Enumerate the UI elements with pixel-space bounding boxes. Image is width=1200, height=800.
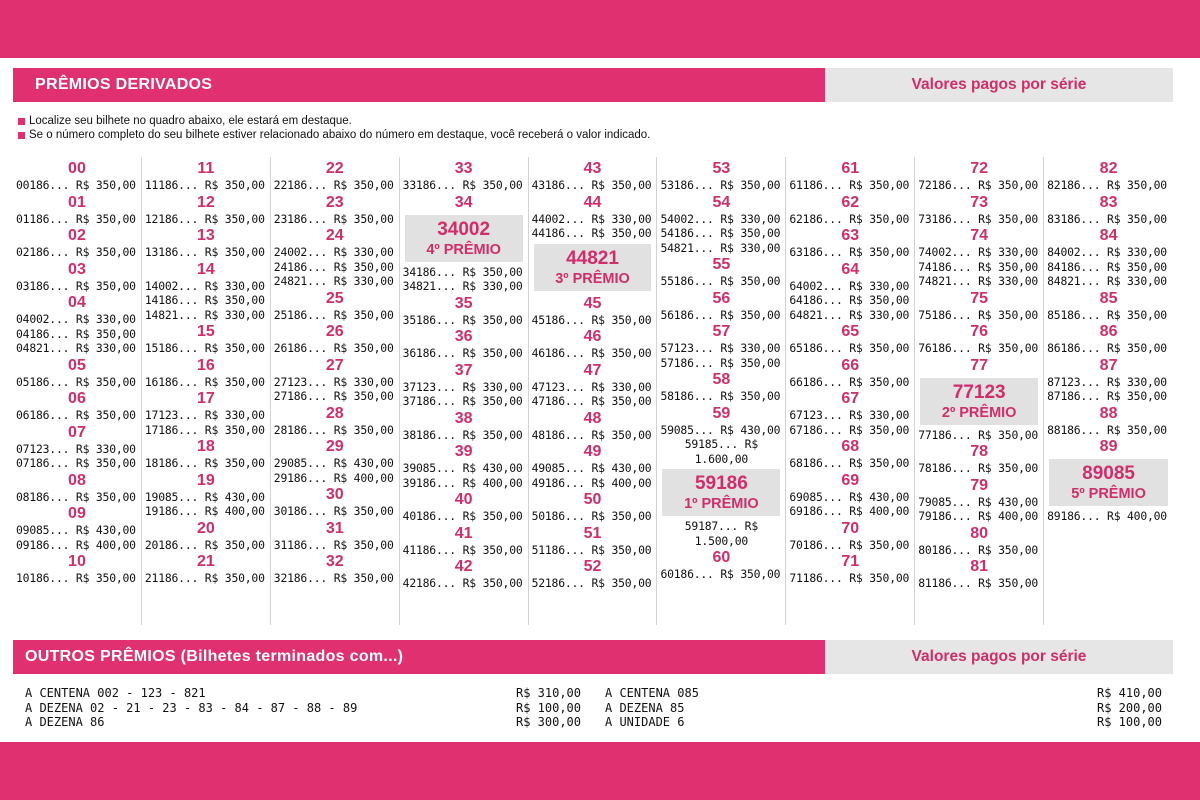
prize-entry: 74186... R$ 350,00	[918, 259, 1039, 274]
prize-entry: 81186... R$ 350,00	[918, 576, 1039, 590]
group-header: 75	[970, 289, 989, 307]
prize-entry: 29085... R$ 430,00	[273, 456, 394, 470]
group-header: 14	[196, 260, 215, 278]
prize-entry: 73186... R$ 350,00	[918, 211, 1039, 226]
prize-entry: 87123... R$ 330,00	[1047, 374, 1167, 389]
prize-entry: 44002... R$ 330,00	[531, 211, 652, 226]
other-prize-row	[25, 686, 581, 701]
prize-entry: 14821... R$ 330,00	[144, 307, 265, 322]
prize-entry: 20186... R$ 350,00	[144, 537, 265, 552]
prize-column	[271, 157, 400, 625]
group-header: 34	[454, 193, 473, 211]
prize-entry: 16186... R$ 350,00	[144, 374, 265, 389]
group-header: 87	[1099, 356, 1118, 374]
prize-entry: 62186... R$ 350,00	[789, 211, 910, 226]
prize-entry: 40186... R$ 350,00	[402, 509, 523, 523]
prize-entry: 24821... R$ 330,00	[273, 274, 394, 288]
group-header: 53	[712, 160, 731, 177]
group-header: 79	[970, 476, 989, 494]
other-prize-value: R$ 300,00	[515, 715, 581, 729]
group-header: 66	[841, 356, 860, 374]
prize-entry: 14002... R$ 330,00	[144, 278, 265, 293]
prize-entry: 45186... R$ 350,00	[531, 312, 652, 327]
other-prize-row	[25, 701, 581, 716]
group-header: 73	[970, 193, 989, 211]
prize-entry: 35186... R$ 350,00	[402, 312, 523, 327]
prize-entry: 50186... R$ 350,00	[531, 509, 652, 523]
prize-entry: 74821... R$ 330,00	[918, 274, 1039, 288]
group-header: 49	[583, 443, 602, 460]
prize-entry: 63186... R$ 350,00	[789, 245, 910, 259]
highlight-number: 77123	[952, 381, 1006, 403]
prize-entry: 10186... R$ 350,00	[16, 571, 136, 585]
prize-entry: 47123... R$ 330,00	[531, 379, 652, 394]
prize-entry: 77186... R$ 350,00	[918, 427, 1039, 442]
group-header: 62	[841, 193, 860, 211]
prize-entry: 51186... R$ 350,00	[531, 542, 652, 557]
other-prize-label: A CENTENA 085	[605, 686, 699, 700]
other-prize-value: R$ 100,00	[515, 700, 581, 715]
prize-entry: 85186... R$ 350,00	[1047, 307, 1167, 322]
highlight-box	[405, 215, 523, 262]
highlight-box	[662, 469, 780, 516]
prize-entry: 34821... R$ 330,00	[402, 279, 523, 293]
group-header: 59	[712, 404, 731, 422]
prize-entry: 66186... R$ 350,00	[789, 374, 910, 389]
prize-entry: 19085... R$ 430,00	[144, 489, 265, 504]
prize-entry: 82186... R$ 350,00	[1047, 178, 1167, 192]
prize-entry: 43186... R$ 350,00	[531, 178, 652, 192]
prize-column	[529, 157, 658, 625]
prize-entry: 17186... R$ 350,00	[144, 422, 265, 437]
prize-entry: 12186... R$ 350,00	[144, 211, 265, 226]
group-header: 71	[841, 553, 860, 570]
group-header: 20	[196, 519, 215, 537]
prize-entry: 33186... R$ 350,00	[402, 178, 523, 192]
highlight-box	[1049, 459, 1168, 506]
prize-entry: 84821... R$ 330,00	[1047, 274, 1167, 288]
prize-entry: 03186... R$ 350,00	[16, 278, 136, 293]
prize-entry: 39186... R$ 400,00	[402, 475, 523, 490]
group-header: 85	[1099, 289, 1118, 307]
group-header: 77	[970, 356, 989, 374]
group-header: 12	[196, 193, 215, 211]
prize-column	[400, 157, 529, 625]
group-header: 43	[583, 160, 602, 177]
prize-entry: 09085... R$ 430,00	[16, 523, 136, 537]
prize-entry: 04002... R$ 330,00	[16, 312, 136, 326]
prize-entry: 02186... R$ 350,00	[16, 245, 136, 259]
instruction-line	[18, 114, 650, 128]
group-header: 00	[68, 160, 86, 177]
other-prize-row	[605, 701, 1162, 716]
bullet-square-icon	[18, 132, 25, 139]
prize-rank-label: 2º PRÊMIO	[941, 404, 1017, 421]
prize-entry: 67186... R$ 350,00	[789, 422, 910, 437]
highlight-number: 34002	[437, 218, 491, 240]
group-header: 37	[454, 361, 473, 379]
group-header: 05	[68, 356, 86, 374]
derived-prizes-header	[13, 68, 1173, 102]
group-header: 48	[583, 409, 602, 427]
group-header: 30	[325, 486, 344, 503]
prize-entry: 32186... R$ 350,00	[273, 571, 394, 585]
group-header: 72	[970, 160, 989, 177]
prize-entry: 1.500,00	[694, 533, 749, 548]
highlight-number: 59186	[694, 473, 748, 494]
prize-entry: 47186... R$ 350,00	[531, 394, 652, 408]
other-prizes-left-list	[25, 686, 581, 730]
group-header: 02	[68, 227, 86, 244]
prize-entry: 18186... R$ 350,00	[144, 456, 265, 470]
prize-entry: 34186... R$ 350,00	[402, 264, 523, 279]
prize-entry: 39085... R$ 430,00	[402, 461, 523, 475]
group-header: 51	[583, 524, 602, 542]
group-header: 24	[325, 227, 344, 244]
highlight-box	[920, 378, 1038, 425]
group-header: 27	[325, 356, 344, 374]
group-header: 01	[68, 193, 86, 211]
prize-entry: 23186... R$ 350,00	[273, 211, 394, 226]
prize-entry: 14186... R$ 350,00	[144, 293, 265, 307]
group-header: 45	[583, 294, 602, 312]
prize-entry: 54002... R$ 330,00	[660, 211, 781, 226]
prize-entry: 54186... R$ 350,00	[660, 226, 781, 240]
group-header: 39	[454, 443, 473, 460]
group-header: 26	[325, 323, 344, 340]
prize-entry: 37186... R$ 350,00	[402, 394, 523, 408]
prize-entry: 27186... R$ 350,00	[273, 389, 394, 403]
group-header: 41	[454, 524, 473, 542]
prize-entry: 19186... R$ 400,00	[144, 504, 265, 518]
prize-entry: 70186... R$ 350,00	[789, 537, 910, 552]
prize-column	[1044, 157, 1173, 625]
prize-entry: 86186... R$ 350,00	[1047, 341, 1167, 355]
group-header: 06	[68, 390, 86, 407]
other-prizes-title: OUTROS PRÊMIOS (Bilhetes terminados com...)	[13, 640, 825, 674]
prize-entry: 56186... R$ 350,00	[660, 307, 781, 322]
prize-entry: 21186... R$ 350,00	[144, 571, 265, 585]
group-header: 09	[68, 505, 86, 522]
group-header: 82	[1099, 160, 1118, 177]
prize-column	[657, 157, 786, 625]
prize-rank-label: 3º PRÊMIO	[555, 270, 630, 287]
group-header: 60	[712, 549, 731, 566]
other-prize-value: R$ 100,00	[1096, 715, 1162, 729]
group-header: 40	[454, 491, 473, 508]
prize-entry: 64821... R$ 330,00	[789, 307, 910, 322]
prize-entry: 38186... R$ 350,00	[402, 427, 523, 442]
highlight-number: 89085	[1082, 463, 1135, 484]
prize-entry: 59187... R$	[684, 519, 759, 533]
highlight-number: 44821	[566, 247, 619, 269]
prize-column	[786, 157, 915, 625]
prize-entry: 83186... R$ 350,00	[1047, 211, 1167, 226]
prize-entry: 00186... R$ 350,00	[16, 178, 136, 192]
prize-entry: 84002... R$ 330,00	[1047, 245, 1167, 259]
group-header: 57	[712, 323, 731, 340]
prize-entry: 80186... R$ 350,00	[918, 542, 1039, 557]
prize-entry: 87186... R$ 350,00	[1047, 389, 1167, 403]
prize-column	[13, 157, 142, 625]
prize-entry: 72186... R$ 350,00	[918, 178, 1039, 192]
prize-entry: 49085... R$ 430,00	[531, 461, 652, 475]
prize-entry: 31186... R$ 350,00	[273, 537, 394, 552]
group-header: 80	[970, 524, 989, 542]
group-header: 13	[196, 227, 215, 244]
prize-entry: 88186... R$ 350,00	[1047, 422, 1167, 437]
prize-entry: 79186... R$ 400,00	[918, 509, 1039, 523]
group-header: 19	[196, 471, 215, 489]
group-header: 64	[841, 260, 860, 278]
prize-entry: 49186... R$ 400,00	[531, 475, 652, 490]
group-header: 42	[454, 558, 473, 575]
prize-entry: 04186... R$ 350,00	[16, 326, 136, 341]
prize-entry: 04821... R$ 330,00	[16, 341, 136, 355]
prize-column	[142, 157, 271, 625]
prize-entry: 26186... R$ 350,00	[273, 341, 394, 355]
other-prize-label: A DEZENA 85	[605, 700, 685, 715]
prize-entry: 74002... R$ 330,00	[918, 245, 1039, 259]
instruction-text: Se o número completo do seu bilhete estiver relacionado abaixo do número em destaque, você receberá o valor indicado.	[29, 129, 651, 141]
prize-entry: 65186... R$ 350,00	[789, 341, 910, 355]
prize-entry: 58186... R$ 350,00	[660, 389, 781, 403]
group-header: 50	[583, 491, 602, 508]
prize-entry: 17123... R$ 330,00	[144, 408, 265, 422]
prize-entry: 06186... R$ 350,00	[16, 408, 136, 422]
other-values-per-series-label: Valores pagos por série	[825, 640, 1173, 674]
group-header: 89	[1099, 438, 1118, 455]
prize-entry: 41186... R$ 350,00	[402, 542, 523, 557]
group-header: 17	[196, 390, 215, 407]
group-header: 52	[583, 558, 602, 575]
group-header: 76	[970, 323, 989, 340]
prize-entry: 13186... R$ 350,00	[144, 245, 265, 259]
prize-entry: 79085... R$ 430,00	[918, 494, 1039, 509]
other-prizes-right-list	[605, 686, 1162, 730]
other-prize-label: A DEZENA 02 - 21 - 23 - 83 - 84 - 87 - 88 - 89	[25, 700, 358, 715]
group-header: 31	[325, 519, 344, 537]
group-header: 63	[841, 227, 860, 244]
prize-entry: 57123... R$ 330,00	[660, 341, 781, 355]
group-header: 08	[68, 471, 86, 489]
group-header: 11	[197, 160, 215, 177]
group-header: 15	[196, 323, 215, 340]
group-header: 61	[841, 160, 860, 177]
other-prize-label: A DEZENA 86	[25, 715, 105, 729]
prize-entry: 42186... R$ 350,00	[402, 576, 523, 590]
group-header: 81	[970, 558, 989, 575]
prize-entry: 64186... R$ 350,00	[789, 293, 910, 307]
prize-entry: 07186... R$ 350,00	[16, 456, 136, 470]
group-header: 83	[1099, 193, 1118, 211]
prize-rank-label: 1º PRÊMIO	[684, 496, 759, 512]
group-header: 18	[196, 438, 215, 455]
prize-entry: 57186... R$ 350,00	[660, 355, 781, 370]
group-header: 29	[325, 438, 344, 455]
highlight-box	[534, 244, 652, 291]
prize-entry: 15186... R$ 350,00	[144, 341, 265, 355]
group-header: 35	[454, 294, 473, 312]
group-header: 70	[841, 519, 860, 537]
group-header: 21	[196, 553, 215, 570]
prize-entry: 24002... R$ 330,00	[273, 245, 394, 259]
prize-entry: 37123... R$ 330,00	[402, 379, 523, 394]
group-header: 07	[68, 423, 86, 441]
group-header: 32	[325, 553, 344, 570]
values-per-series-label: Valores pagos por série	[825, 68, 1173, 102]
group-header: 44	[583, 193, 602, 211]
prize-entry: 44186... R$ 350,00	[531, 226, 652, 240]
prize-entry: 48186... R$ 350,00	[531, 427, 652, 442]
other-prize-label: A CENTENA 002 - 123 - 821	[25, 686, 206, 700]
group-header: 47	[583, 361, 602, 379]
instruction-line	[18, 128, 650, 142]
group-header: 23	[325, 193, 344, 211]
group-header: 56	[712, 289, 731, 307]
group-header: 16	[196, 356, 215, 374]
prize-entry: 61186... R$ 350,00	[789, 178, 910, 192]
prize-rank-label: 4º PRÊMIO	[426, 241, 501, 258]
top-pink-band	[0, 0, 1200, 58]
prize-rank-label: 5º PRÊMIO	[1071, 486, 1146, 502]
group-header: 38	[454, 409, 473, 427]
prize-entry: 59185... R$	[684, 437, 759, 451]
bottom-pink-band	[0, 742, 1200, 800]
group-header: 68	[841, 438, 860, 455]
group-header: 04	[68, 294, 86, 311]
group-header: 67	[841, 390, 860, 407]
prize-entry: 28186... R$ 350,00	[273, 422, 394, 437]
prize-entry: 69186... R$ 400,00	[789, 504, 910, 518]
prize-entry: 76186... R$ 350,00	[918, 341, 1039, 355]
other-prize-row	[605, 686, 1162, 701]
prize-entry: 09186... R$ 400,00	[16, 537, 136, 552]
prize-entry: 24186... R$ 350,00	[273, 259, 394, 274]
prize-entry: 59085... R$ 430,00	[660, 422, 781, 437]
prize-entry: 27123... R$ 330,00	[273, 374, 394, 389]
group-header: 69	[841, 471, 860, 489]
prize-entry: 68186... R$ 350,00	[789, 456, 910, 470]
other-prize-row	[25, 715, 581, 730]
group-header: 36	[454, 328, 473, 345]
other-prize-value: R$ 410,00	[1096, 686, 1162, 700]
prize-column	[915, 157, 1044, 625]
prize-entry: 55186... R$ 350,00	[660, 274, 781, 288]
prize-entry: 01186... R$ 350,00	[16, 211, 136, 226]
other-prize-value: R$ 310,00	[515, 686, 581, 700]
group-header: 03	[68, 260, 86, 278]
group-header: 58	[712, 371, 731, 388]
prize-entry: 52186... R$ 350,00	[531, 576, 652, 590]
prize-entry: 84186... R$ 350,00	[1047, 259, 1167, 274]
group-header: 74	[970, 227, 989, 244]
group-header: 28	[325, 404, 344, 422]
prize-entry: 25186... R$ 350,00	[273, 307, 394, 322]
prize-entry: 53186... R$ 350,00	[660, 178, 781, 192]
prize-entry: 54821... R$ 330,00	[660, 240, 781, 255]
prize-entry: 60186... R$ 350,00	[660, 567, 781, 581]
other-prize-label: A UNIDADE 6	[605, 715, 685, 729]
prize-table	[13, 157, 1173, 625]
prize-entry: 71186... R$ 350,00	[789, 571, 910, 585]
other-prize-value: R$ 200,00	[1096, 700, 1162, 715]
prize-entry: 05186... R$ 350,00	[16, 374, 136, 389]
instruction-text: Localize seu bilhete no quadro abaixo, ele estará em destaque.	[29, 115, 352, 127]
other-prize-row	[605, 715, 1162, 730]
prize-entry: 64002... R$ 330,00	[789, 278, 910, 293]
derived-prizes-title: PRÊMIOS DERIVADOS	[13, 68, 825, 102]
group-header: 46	[583, 328, 602, 345]
prize-entry: 07123... R$ 330,00	[16, 441, 136, 456]
group-header: 86	[1099, 323, 1118, 340]
other-prizes-header	[13, 640, 1173, 674]
group-header: 10	[68, 553, 86, 570]
prize-entry: 30186... R$ 350,00	[273, 504, 394, 518]
group-header: 33	[454, 160, 473, 177]
group-header: 55	[712, 256, 731, 273]
group-header: 88	[1099, 404, 1118, 422]
prize-entry: 1.600,00	[694, 451, 749, 466]
group-header: 78	[970, 443, 989, 460]
group-header: 22	[325, 160, 344, 177]
prize-entry: 69085... R$ 430,00	[789, 489, 910, 504]
group-header: 65	[841, 323, 860, 340]
group-header: 25	[325, 289, 344, 307]
prize-entry: 75186... R$ 350,00	[918, 307, 1039, 322]
prize-entry: 08186... R$ 350,00	[16, 489, 136, 504]
prize-entry: 29186... R$ 400,00	[273, 470, 394, 485]
instructions	[18, 114, 650, 142]
prize-entry: 11186... R$ 350,00	[144, 178, 265, 192]
bullet-square-icon	[18, 118, 25, 125]
prize-entry: 22186... R$ 350,00	[273, 178, 394, 192]
prize-entry: 67123... R$ 330,00	[789, 408, 910, 422]
prize-entry: 78186... R$ 350,00	[918, 461, 1039, 475]
prize-entry: 46186... R$ 350,00	[531, 346, 652, 360]
prize-entry: 36186... R$ 350,00	[402, 346, 523, 360]
prize-entry: 89186... R$ 400,00	[1047, 509, 1167, 523]
group-header: 54	[712, 193, 731, 211]
group-header: 84	[1099, 227, 1118, 244]
